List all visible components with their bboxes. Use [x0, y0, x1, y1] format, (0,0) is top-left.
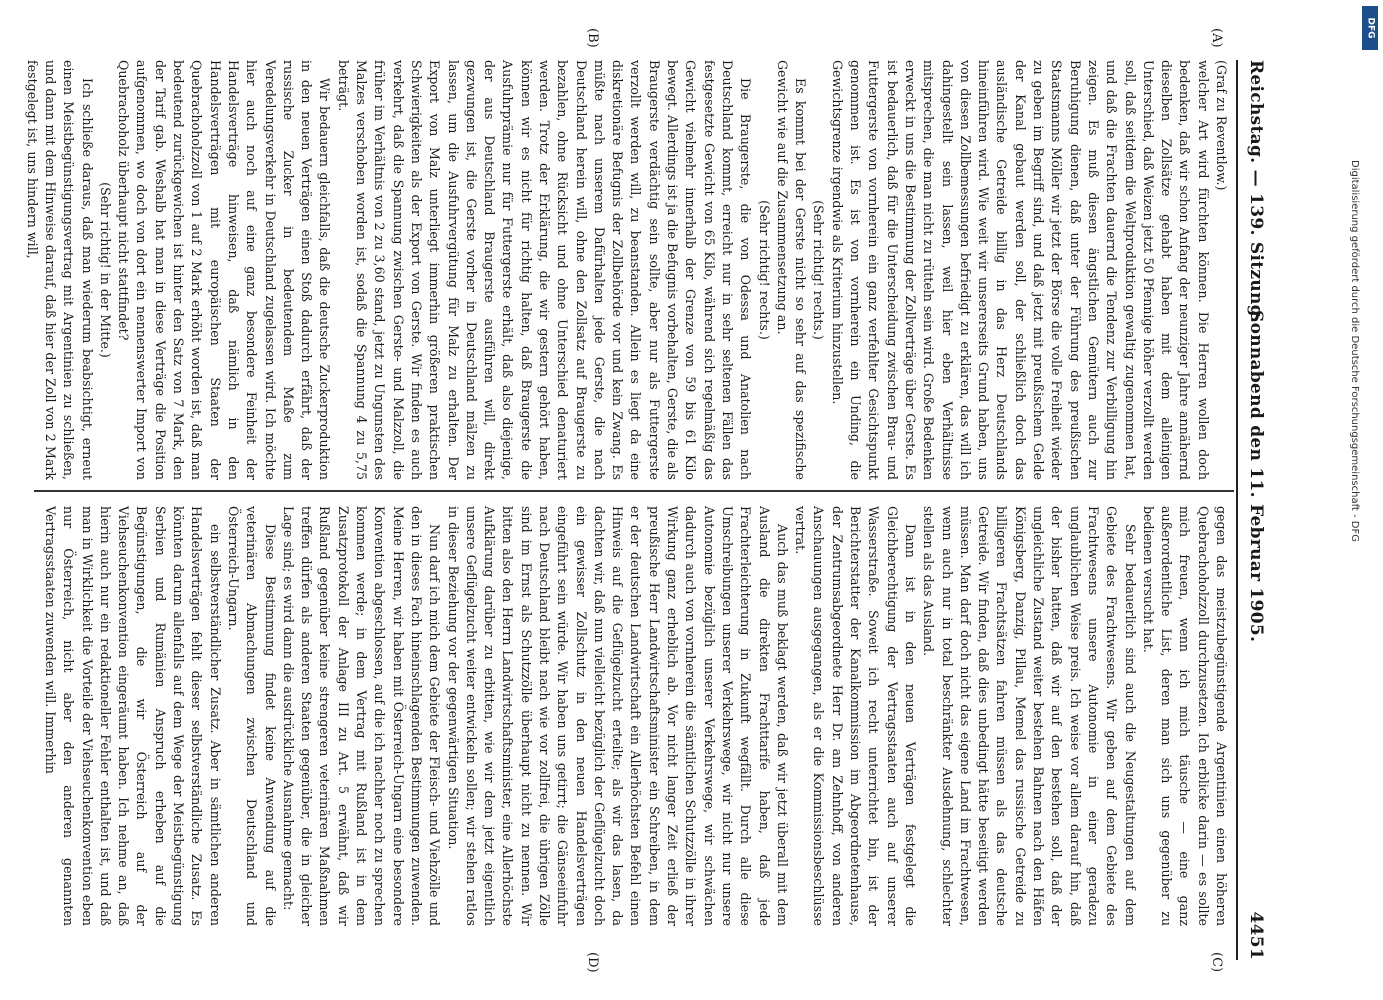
paragraph: gegen das meistzubegünstigende Argentinien einen höheren Quebrachoholzzoll durchzusetzen. Ich erblicke darin — es sollte mich freuen, wenn ich mich täusche — eine ganz außerordentliche List, deren man sich uns gegenüber zu bedienen versucht hat.	[1140, 506, 1229, 926]
page-header	[1240, 60, 1274, 960]
page-number: 4451	[1246, 911, 1266, 960]
left-text-column	[24, 60, 1230, 480]
margin-mark-d: (D)	[585, 952, 600, 973]
interjection: (Sehr richtig! rechts.)	[756, 200, 772, 340]
paragraph: Die Braugerste, die von Odessa und Anatolien nach Deutschland kommt, erreicht nur in sehr seltenen Fällen das festgesetzte Gewicht von 65 Kilo, während sich regelmäßig das Gewicht vielmehr innerhalb der Grenze von 59 bis 61 Kilo bewegt. Allerdings ist ja die Befugnis vorbehalten, Gerste, die als Braugerste verdächtig sein sollte, aber nur als Futtergerste verzollt werden will, zu beanstanden. Allein es liegt da eine diskretionäre Befugnis der Zollbehörde vor und kein Zwang. Es müßte nach unserem Dafürhalten jede Gerste, die nach Deutschland herein will, ohne den Zollsatz auf Braugerste zu bezahlen, ohne Rücksicht und ohne Unterschied denaturiert werden. Trotz der Erklärung, die wir gestern gehört haben, können wir es nicht für richtig halten, daß Braugerste die Ausfuhrprämie nur für Futtergerste erhält, daß also diejenige, der aus Deutschland Braugerste ausführen will, direkt gezwungen ist, die Gerste vorher in Deutschland mälzen zu lassen, um die Ausfuhrvergütung für Malz zu erhalten. Der Export von Malz unterliegt immerhin größeren praktischen Schwierigkeiten als der Export von Gerste. Wir finden es auch verkehrt, daß die Spannung zwischen Gerste- und Malzzoll, die früher im Verhältnis von 2 zu 3,60 stand, jetzt zu Ungunsten des Malzes verschoben worden ist, sodaß die Spannung 4 zu 5,75 beträgt.	[335, 60, 754, 480]
paragraph: Nun darf ich mich dem Gebiete der Fleisch- und Viehzölle und den in dieses Fach hineinschlagenden Bestimmungen zuwenden. Meine Herren, wir haben mit Österreich-Ungarn eine besondere Konvention abgeschlossen, auf die ich nachher noch zu sprechen kommen werde; in dem Vertrag mit Rußland ist in dem Zusatzprotokoll der Anlage III zu Art. 5 erwähnt, daß wir Rußland gegenüber keine strengeren veterinären Maßnahmen treffen dürfen als anderen Staaten gegenüber, die in gleicher Lage sind; es wird dann die ausdrückliche Ausnahme gemacht:	[280, 506, 443, 926]
margin-mark-a: (A)	[1209, 28, 1224, 48]
paragraph: Wir bedauern gleichfalls, daß die deutsche Zuckerproduktion in den neuen Verträgen einen Stoß dadurch erfährt, daß der russische Zucker in bedeutendem Maße zum Veredelungsverkehr in Deutschland zugelassen wird. Ich möchte hier auch noch auf eine ganz besondere Feinheit der Handelsverträge hinweisen, daß nämlich in den Handelsverträgen mit europäischen Staaten der Quebrachoholzzoll von 1 auf 2 Mark erhöht worden ist, daß man bedeutend zurückgewichen ist hinter den Satz von 7 Mark, den der Tarif gab. Weshalb hat man in diese Verträge die Position aufgenommen, wo doch von dort ein nennenswerter Import von Quebrachoholz überhaupt nicht stattfindet?	[116, 60, 333, 480]
paragraph: Sehr bedauerlich sind auch die Neugestaltungen auf dem Gebiete des Frachtwesens. Wir geben auf dem Gebiete des Frachtwesens unsere Autonomie in einer geradezu unglaublichen Weise preis. Ich weise vor allem darauf hin, daß der bisher hatten, daß wir auf den bestehen soll, daß der ungleichliche Zustand weiter bestehen Bahnen nach den Häfen Königsberg, Danzig, Pillau, Memel das russische Getreide zu billigeren Frachtsätzen fahren müssen als das deutsche Getreide. Wir finden, daß dies unbedingt hätte beseitigt werden müssen. Man darf doch nicht das eigene Land im Frachtwesen, wenn auch nur in total beschränkter Ausdehnung, schlechter stellen als das Ausland.	[921, 506, 1138, 926]
header-session: Reichstag. — 139. Sitzung.	[1246, 60, 1266, 324]
paragraph: Diese Bestimmung findet keine Anwendung auf die veterinären Abmachungen zwischen Deutschland und Österreich-Ungarn.	[225, 506, 278, 926]
margin-mark-c: (C)	[1209, 952, 1224, 973]
margin-mark-b: (B)	[585, 28, 600, 48]
paragraph: welcher Art wird fürchten können. Die Herren wollen doch bedenken, daß wir schon Anfang der neunziger Jahre annähernd dieselben Zollsätze gehabt haben mit dem alleinigen Unterschied, daß Weizen jetzt 50 Pfennige höher verzollt werden soll, daß seitdem die Weltproduktion gewaltig zugenommen hat, und daß die Frachten dauernd die Tendenz zur Verbilligung hin zeigen. Es muß diesen ängstlichen Gemütern auch zur Beruhigung dienen, daß unter der Führung des preußischen Staatsmanns Möller wir jetzt der Börse die volle Freiheit wieder zu geben im Begriff sind, und daß jetzt mit preußischem Gelde der Kanal gebaut werden soll, der schließlich doch das ausländische Getreide billig in das Herz Deutschlands hineinführen wird. Wie weit wir unsererseits Grund haben, uns von diesen Zollbemessungen befriedigt zu erklären, das will ich dahingestellt sein lassen, weil hier eben Verhältnisse mitsprechen, die man nicht zu rütteln sein wird. Große Bedenken erweckt in uns die Bestimmung der Zollverträge über Gerste. Es ist bedauerlich, daß für die Unterscheidung zwischen Brau- und Futtergerste von vornherein ein ganz verfehlter Gesichtspunkt genommen ist. Es ist von vornherein ein Unding, die Gewichtsgrenze irgendwie als Kriterium hinzustellen.	[829, 60, 1211, 480]
paragraph: Ich schließe daraus, daß man wiederum beabsichtigt, erneut einen Meistbegünstigungsvertrag mit Argentinien zu schließen, und dann mit dem Hinweise darauf, daß hier der Zoll von 2 Mark festgelegt ist, uns hindern will,	[24, 60, 95, 480]
right-text-column	[30, 506, 1230, 926]
paragraph: (Graf zu Reventlow.)	[1214, 60, 1229, 191]
column-divider	[34, 490, 1234, 492]
digitization-credit: Digitalisierung gefördert durch die Deutsche Forschungsgemeinschaft - DFG	[1349, 160, 1360, 543]
interjection: (Sehr richtig! rechts.)	[811, 200, 827, 340]
paragraph: Auch das muß beklagt werden, daß wir jetzt überall mit dem Ausland die direkten Frachttarife haben, daß jede Frachterleichterung in Zukunft wegfällt. Durch alle diese Umschreibungen unserer Verkehrswege, wir nicht nur unsere Autonomie bezüglich unserer Verkehrswege, wir schwächen dadurch auch von vornherein die sämtlichen Schutzzölle in ihrer Wirkung ganz erheblich ab. Vor nicht langer Zeit erließ der preußische Herr Landwirtschaftsminister ein Schreiben, in dem er der deutschen Landwirtschaft ein Allerhöchsten Befehl einen Hinweis auf die Geflügelzucht erteilte; als wir das lasen, da dachten wir, daß nun vielleicht bezüglich der Geflügelzucht doch ein gewisser Zollschutz in den neuen Handelsverträgen eingeführt sein würde. Wir haben uns getirrt; die Gänseeinfuhr nach Deutschland bleibt nach wie vor zollfrei, die übrigen Zölle sind im Ernst als Schutzzölle überhaupt nicht zu nennen. Wir bitten also den Herrn Landwirtschaftsminister, eine Allerhöchste Aufklärung darüber zu erbitten, wie wir dem jetzt eigentlich unsere Geflügelzucht weiter entwickeln sollen; wir stehen ratlos in dieser Beziehung vor der gegenwärtigen Situation.	[445, 506, 790, 926]
dfg-logo: DFG	[1362, 6, 1378, 50]
header-date: Sonnabend den 11. Februar 1905.	[1246, 310, 1266, 643]
paragraph: Es kommt bei der Gerste nicht so sehr auf das spezifische Gewicht wie auf die Zusammensetzung an.	[774, 60, 809, 480]
header-rule	[1236, 60, 1238, 960]
paragraph: Dann ist in den neuen Verträgen festgelegt die Gleichberechtigung der Vertragsstaaten auch auf unserer Wasserstraße. Soweit ich recht unterrichtet bin, ist der Berichterstatter der Kanalkommission im Abgeordnetenhause, der Zentrumsabgeordnete Herr Dr. am Zehnhoff, von anderen Anschauungen ausgegangen, als er die Kommissionsbeschlüsse vertrat.	[793, 506, 918, 926]
interjection: (Sehr richtig! in der Mitte.)	[97, 182, 113, 358]
paragraph: ein selbstverständlicher Zusatz. Aber in sämtlichen anderen Handelsverträgen fehlt dieser selbstverständliche Zusatz. Es könnten darum allenfalls auf dem Wege der Meistbegünstigung Serbien und Rumänien Anspruch erheben auf die Begünstigungen, die wir Österreich auf der Viehseuchenkonvention eingeräumt haben. Ich nehme an, daß hierin auch nur ein redaktioneller Fehler enthalten ist, und daß man in Wirklichkeit die Vorteile der Viehseuchenkonvention eben nur Österreich, nicht aber den anderen genannten Vertragsstaaten zuwenden will. Immerhin	[43, 506, 223, 926]
